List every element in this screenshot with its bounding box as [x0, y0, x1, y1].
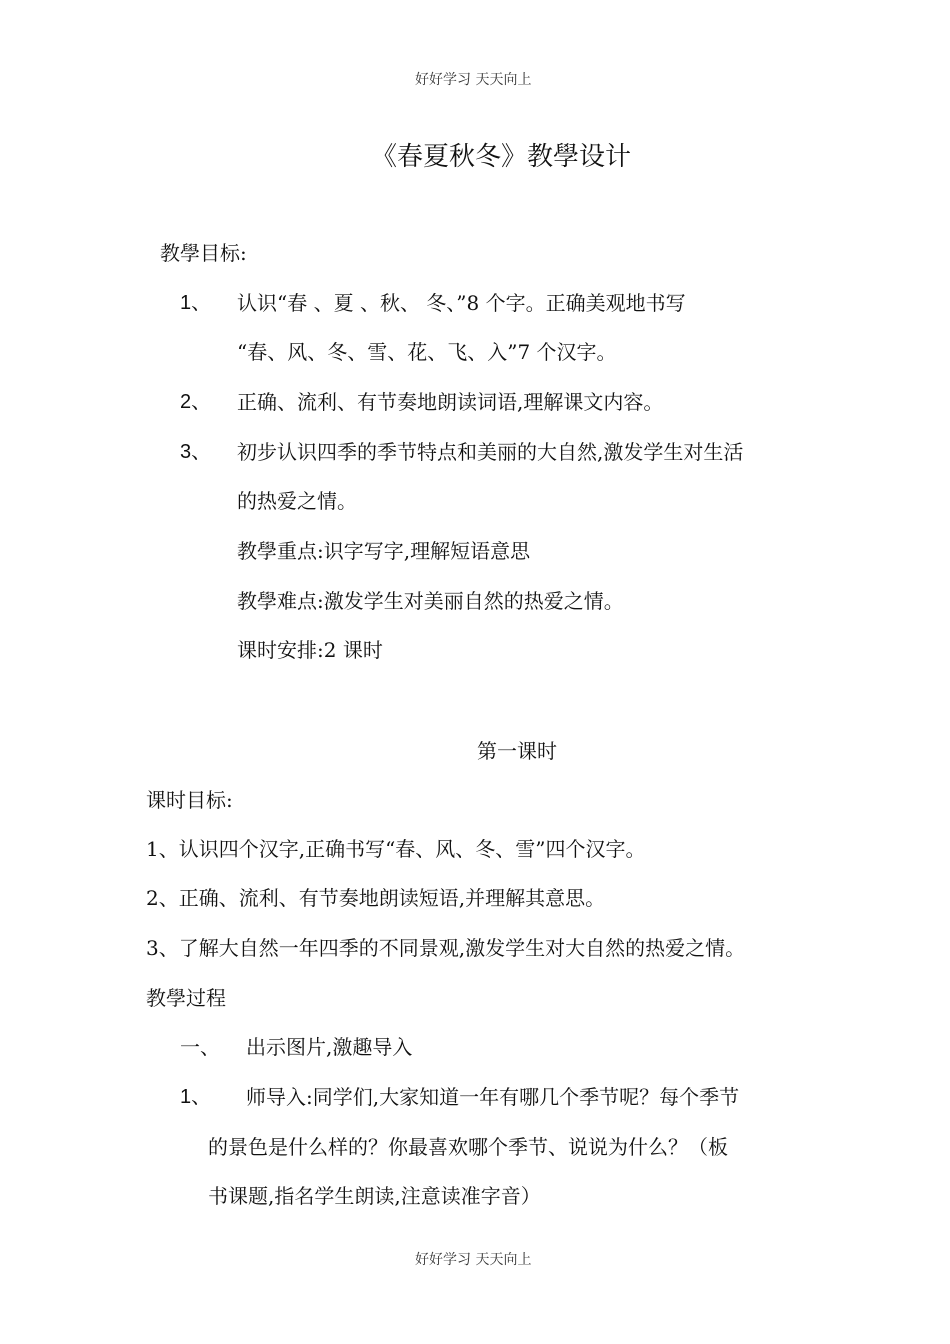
goal-item-2-line-1: 正确、流利、有节奏地朗读词语,理解课文内容。 — [237, 390, 664, 414]
page-footer: 好好学习 天天向上 — [415, 1252, 532, 1268]
goal-item-3-line-2: 的热爱之情。 — [237, 489, 357, 513]
goals-heading: 教學目标: — [160, 241, 247, 265]
process-heading: 教學过程 — [146, 986, 226, 1010]
difficulty: 教學难点:激发学生对美丽自然的热爱之情。 — [237, 589, 624, 613]
goal-item-1-line-1: 认识“春 、夏 、秋、 冬、”8 个字。正确美观地书写 — [237, 291, 686, 315]
objective-1: 1、认识四个汉字,正确书写“春、风、冬、雪”四个汉字。 — [146, 837, 646, 861]
key-point: 教學重点:识字写字,理解短语意思 — [237, 539, 531, 563]
step-1-number: 1、 — [180, 1086, 212, 1108]
step-1-line-1: 师导入:同学们,大家知道一年有哪几个季节呢？每个季节 — [246, 1085, 740, 1109]
goal-item-3-line-1: 初步认识四季的季节特点和美丽的大自然,激发学生对生活 — [237, 440, 744, 464]
section-1-number: 一、 — [180, 1035, 220, 1059]
page-header: 好好学习 天天向上 — [415, 72, 532, 88]
step-1-line-2: 的景色是什么样的？你最喜欢哪个季节、说说为什么？（板 — [208, 1135, 728, 1159]
objective-2: 2、正确、流利、有节奏地朗读短语,并理解其意思。 — [146, 886, 606, 910]
document-title: 《春夏秋冬》教學设计 — [371, 142, 632, 172]
goal-item-1-number: 1、 — [180, 292, 212, 314]
section-1-title: 出示图片,激趣导入 — [246, 1035, 413, 1059]
goal-item-1-line-2: “春、风、冬、雪、花、飞、入”7 个汉字。 — [237, 340, 617, 364]
step-1-line-3: 书课题,指名学生朗读,注意读准字音） — [208, 1184, 541, 1208]
schedule: 课时安排:2 课时 — [237, 638, 383, 662]
lesson-1-heading: 第一课时 — [477, 739, 557, 763]
goal-item-3-number: 3、 — [180, 441, 212, 463]
objectives-heading: 课时目标: — [146, 788, 233, 812]
goal-item-2-number: 2、 — [180, 391, 212, 413]
objective-3: 3、了解大自然一年四季的不同景观,激发学生对大自然的热爱之情。 — [146, 936, 746, 960]
